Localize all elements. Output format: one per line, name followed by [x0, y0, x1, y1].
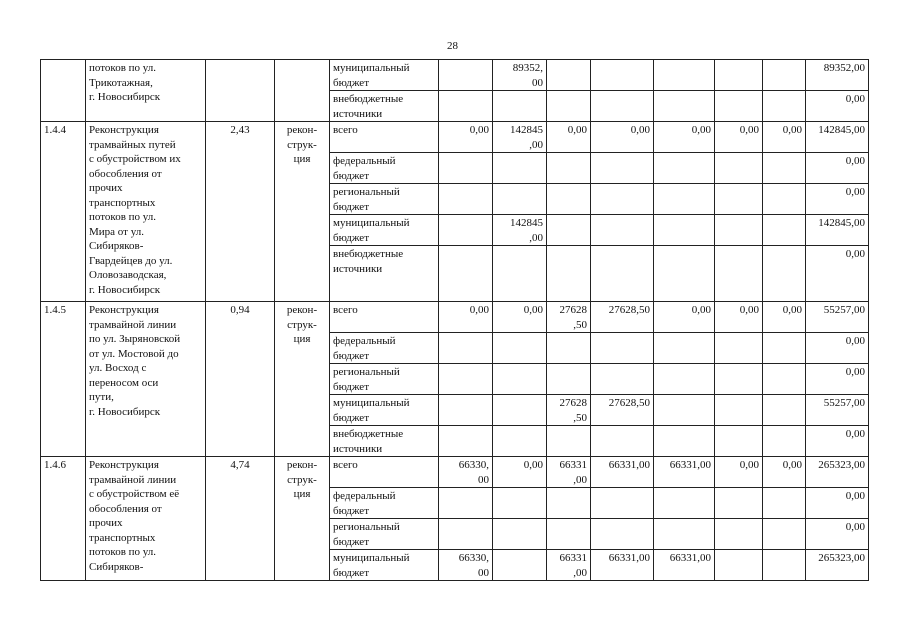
year-value: [493, 91, 547, 122]
year-value: [654, 364, 715, 395]
funding-source-label: региональный бюджет: [330, 519, 439, 550]
year-value: [591, 60, 654, 91]
funding-source-label: муниципальный бюджет: [330, 60, 439, 91]
funding-source-label: всего: [330, 122, 439, 153]
funding-source-label: всего: [330, 457, 439, 488]
total-value: 0,00: [806, 333, 869, 364]
year-value: [591, 333, 654, 364]
total-value: 0,00: [806, 246, 869, 302]
total-value: 89352,00: [806, 60, 869, 91]
year-value: 0,00: [439, 122, 493, 153]
table-row: [41, 302, 869, 333]
item-number: [41, 60, 86, 122]
total-value: 265323,00: [806, 457, 869, 488]
year-value: [439, 333, 493, 364]
year-value: [763, 184, 806, 215]
year-value: 66331,00: [654, 550, 715, 581]
funding-source-label: региональный бюджет: [330, 184, 439, 215]
year-value: [715, 184, 763, 215]
year-value: [654, 426, 715, 457]
funding-source-label: муниципальный бюджет: [330, 395, 439, 426]
year-value: [493, 550, 547, 581]
item-type: рекон- струк- ция: [275, 302, 330, 457]
year-value: [591, 519, 654, 550]
year-value: 0,00: [654, 122, 715, 153]
year-value: [493, 153, 547, 184]
year-value: 0,00: [547, 122, 591, 153]
year-value: [591, 426, 654, 457]
table-row: [41, 122, 869, 153]
year-value: [439, 395, 493, 426]
funding-source-label: внебюджетные источники: [330, 426, 439, 457]
year-value: 89352, 00: [493, 60, 547, 91]
year-value: [547, 153, 591, 184]
year-value: [654, 60, 715, 91]
total-value: 142845,00: [806, 122, 869, 153]
year-value: [654, 395, 715, 426]
year-value: 0,00: [715, 122, 763, 153]
year-value: [654, 153, 715, 184]
year-value: [763, 215, 806, 246]
year-value: [763, 364, 806, 395]
year-value: [547, 488, 591, 519]
year-value: [591, 364, 654, 395]
year-value: [493, 426, 547, 457]
item-type: рекон- струк- ция: [275, 122, 330, 302]
year-value: 0,00: [439, 302, 493, 333]
year-value: 0,00: [763, 122, 806, 153]
year-value: [715, 91, 763, 122]
year-value: [715, 426, 763, 457]
item-length: 2,43: [206, 122, 275, 302]
year-value: [654, 184, 715, 215]
year-value: 142845 ,00: [493, 215, 547, 246]
year-value: [715, 246, 763, 302]
funding-source-label: федеральный бюджет: [330, 153, 439, 184]
year-value: 0,00: [715, 302, 763, 333]
total-value: 0,00: [806, 91, 869, 122]
year-value: [547, 246, 591, 302]
total-value: 0,00: [806, 184, 869, 215]
year-value: [439, 184, 493, 215]
year-value: [547, 91, 591, 122]
year-value: [715, 364, 763, 395]
year-value: [763, 550, 806, 581]
year-value: [591, 91, 654, 122]
year-value: [654, 246, 715, 302]
year-value: [591, 153, 654, 184]
item-length: 0,94: [206, 302, 275, 457]
year-value: 66331 ,00: [547, 457, 591, 488]
year-value: [493, 519, 547, 550]
year-value: [763, 333, 806, 364]
year-value: [763, 60, 806, 91]
year-value: [715, 550, 763, 581]
total-value: 265323,00: [806, 550, 869, 581]
funding-source-label: федеральный бюджет: [330, 488, 439, 519]
year-value: [439, 426, 493, 457]
year-value: [439, 60, 493, 91]
year-value: [547, 426, 591, 457]
item-type: рекон- струк- ция: [275, 457, 330, 581]
item-name: Реконструкция трамвайной линии с обустройством её обособления от прочих транспортных потоков по ул. Сибиряков-: [86, 457, 206, 581]
item-name: Реконструкция трамвайных путей с обустройством их обособления от прочих транспортных потоков по ул. Мира от ул. Сибиряков- Гвардейцев до ул. Оловозаводская, г. Новосибирск: [86, 122, 206, 302]
budget-table: [40, 59, 869, 581]
year-value: 66331 ,00: [547, 550, 591, 581]
year-value: [547, 60, 591, 91]
year-value: [715, 395, 763, 426]
year-value: [763, 153, 806, 184]
year-value: [654, 215, 715, 246]
year-value: [763, 246, 806, 302]
funding-source-label: внебюджетные источники: [330, 246, 439, 302]
table-body: [41, 60, 869, 581]
year-value: [493, 364, 547, 395]
year-value: [547, 519, 591, 550]
year-value: [715, 153, 763, 184]
year-value: 0,00: [715, 457, 763, 488]
total-value: 55257,00: [806, 302, 869, 333]
item-number: 1.4.5: [41, 302, 86, 457]
year-value: 66330, 00: [439, 550, 493, 581]
year-value: 0,00: [654, 302, 715, 333]
year-value: 0,00: [493, 457, 547, 488]
year-value: [439, 215, 493, 246]
item-name: Реконструкция трамвайной линии по ул. Зыряновской от ул. Мостовой до ул. Восход с переносом оси пути, г. Новосибирск: [86, 302, 206, 457]
year-value: [591, 215, 654, 246]
item-number: 1.4.4: [41, 122, 86, 302]
item-number: 1.4.6: [41, 457, 86, 581]
year-value: [591, 246, 654, 302]
year-value: 27628,50: [591, 395, 654, 426]
year-value: [763, 395, 806, 426]
item-length: [206, 60, 275, 122]
year-value: [439, 364, 493, 395]
year-value: [547, 184, 591, 215]
year-value: [493, 184, 547, 215]
funding-source-label: федеральный бюджет: [330, 333, 439, 364]
year-value: 66331,00: [591, 550, 654, 581]
year-value: [493, 333, 547, 364]
total-value: 0,00: [806, 153, 869, 184]
item-length: 4,74: [206, 457, 275, 581]
year-value: 27628 ,50: [547, 302, 591, 333]
year-value: [654, 91, 715, 122]
year-value: [763, 488, 806, 519]
item-name: потоков по ул. Трикотажная, г. Новосибирск: [86, 60, 206, 122]
year-value: [591, 488, 654, 519]
year-value: [547, 333, 591, 364]
year-value: [763, 426, 806, 457]
year-value: [715, 60, 763, 91]
year-value: [439, 519, 493, 550]
year-value: [547, 364, 591, 395]
year-value: [715, 215, 763, 246]
funding-source-label: всего: [330, 302, 439, 333]
year-value: [439, 488, 493, 519]
year-value: 0,00: [763, 457, 806, 488]
table-row: [41, 60, 869, 91]
funding-source-label: внебюджетные источники: [330, 91, 439, 122]
year-value: [439, 91, 493, 122]
year-value: [547, 215, 591, 246]
year-value: 66331,00: [591, 457, 654, 488]
funding-source-label: муниципальный бюджет: [330, 215, 439, 246]
item-type: [275, 60, 330, 122]
year-value: [654, 519, 715, 550]
year-value: 0,00: [493, 302, 547, 333]
funding-source-label: муниципальный бюджет: [330, 550, 439, 581]
total-value: 0,00: [806, 519, 869, 550]
year-value: [715, 519, 763, 550]
year-value: 0,00: [763, 302, 806, 333]
table-row: [41, 457, 869, 488]
total-value: 142845,00: [806, 215, 869, 246]
year-value: [715, 333, 763, 364]
year-value: [654, 488, 715, 519]
year-value: [715, 488, 763, 519]
year-value: [654, 333, 715, 364]
total-value: 0,00: [806, 488, 869, 519]
year-value: [493, 395, 547, 426]
year-value: 27628,50: [591, 302, 654, 333]
year-value: [763, 519, 806, 550]
year-value: [493, 246, 547, 302]
year-value: [439, 246, 493, 302]
year-value: 66330, 00: [439, 457, 493, 488]
total-value: 0,00: [806, 364, 869, 395]
total-value: 55257,00: [806, 395, 869, 426]
funding-source-label: региональный бюджет: [330, 364, 439, 395]
year-value: [763, 91, 806, 122]
year-value: 27628 ,50: [547, 395, 591, 426]
total-value: 0,00: [806, 426, 869, 457]
year-value: 0,00: [591, 122, 654, 153]
year-value: 66331,00: [654, 457, 715, 488]
year-value: [439, 153, 493, 184]
year-value: 142845 ,00: [493, 122, 547, 153]
year-value: [591, 184, 654, 215]
year-value: [493, 488, 547, 519]
page-number: 28: [447, 40, 458, 52]
